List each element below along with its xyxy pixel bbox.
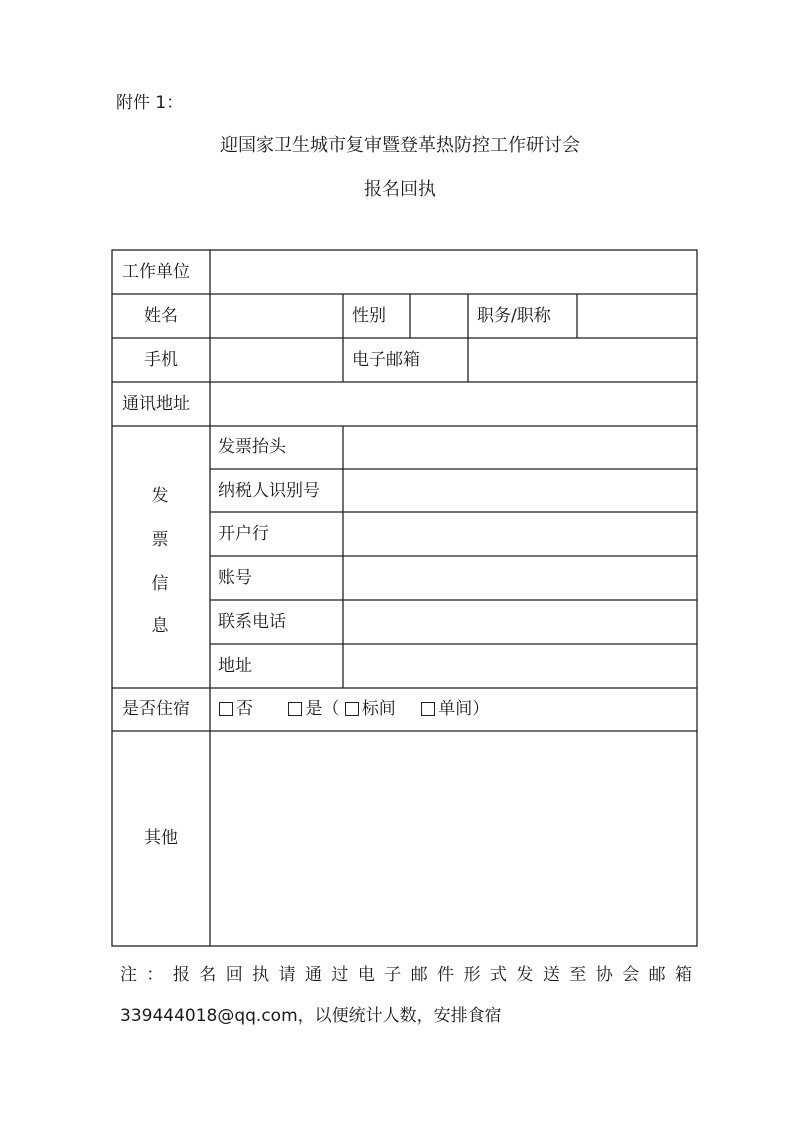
checkbox-icon[interactable]	[421, 702, 435, 716]
invoice-section-char: 息	[151, 616, 169, 636]
contact-phone-label: 联系电话	[218, 612, 286, 632]
lodging-no-text: 否	[236, 699, 253, 719]
email-label: 电子邮箱	[352, 350, 420, 370]
gender-label: 性别	[352, 306, 386, 326]
document-subtitle: 报名回执	[364, 179, 436, 200]
position-label: 职务/职称	[477, 306, 551, 326]
bank-label: 开户行	[218, 524, 269, 544]
work-unit-label: 工作单位	[122, 262, 190, 282]
lodging-no-option[interactable]	[219, 698, 253, 720]
checkbox-icon[interactable]	[219, 702, 233, 716]
invoice-address-label: 地址	[218, 656, 252, 676]
lodging-yes-text: 是（	[305, 699, 340, 719]
taxpayer-id-label: 纳税人识别号	[218, 481, 320, 501]
lodging-label: 是否住宿	[122, 699, 190, 719]
invoice-title-label: 发票抬头	[218, 437, 286, 457]
single-room-text: 单间）	[438, 699, 490, 719]
name-label: 姓名	[144, 306, 178, 326]
lodging-options	[219, 698, 489, 722]
checkbox-icon[interactable]	[288, 702, 302, 716]
attachment-label: 附件 1：	[116, 93, 184, 113]
invoice-section-char: 票	[151, 530, 169, 550]
address-label: 通讯地址	[122, 394, 190, 414]
checkbox-icon[interactable]	[345, 702, 359, 716]
invoice-section-char: 发	[151, 486, 169, 506]
document-title: 迎国家卫生城市复审暨登革热防控工作研讨会	[220, 135, 580, 156]
note-line-1: 注：报名回执请通过电子邮件形式发送至协会邮箱	[120, 965, 692, 985]
note-line-2: 339444018@qq.com，以便统计人数，安排食宿	[120, 1006, 502, 1026]
invoice-section-char: 信	[151, 574, 169, 594]
standard-room-option[interactable]	[345, 698, 396, 720]
standard-room-text: 标间	[361, 699, 396, 719]
single-room-option[interactable]	[421, 698, 489, 720]
lodging-yes-option[interactable]	[288, 698, 339, 720]
mobile-label: 手机	[144, 350, 178, 370]
other-label: 其他	[144, 828, 178, 848]
account-label: 账号	[218, 568, 252, 588]
